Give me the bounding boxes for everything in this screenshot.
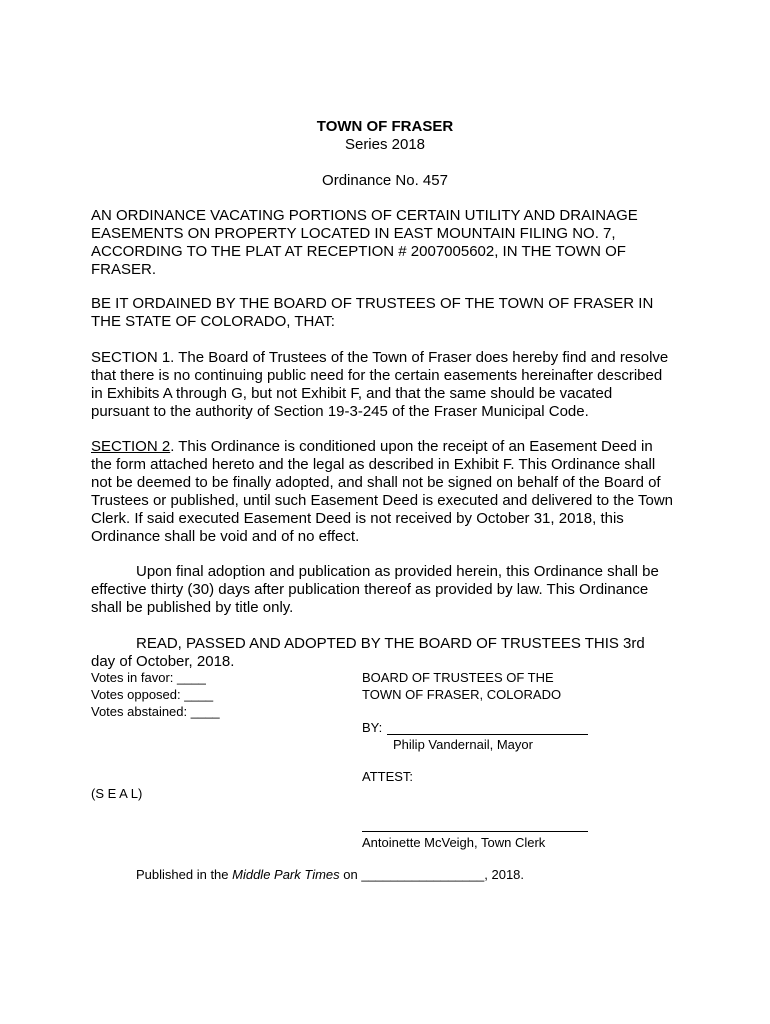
published-middle: on <box>339 867 362 882</box>
section-1-line: in Exhibits A through G, but not Exhibit F, and that the same should be vacated <box>91 385 613 402</box>
by-label: BY: <box>362 720 383 735</box>
votes-abstained: Votes abstained: ____ <box>91 704 220 719</box>
section-2-line: not be deemed to be finally adopted, and shall not be signed on behalf of the Board of <box>91 474 661 491</box>
adopted-paragraph <box>91 635 691 671</box>
published-suffix: , 2018. <box>484 867 525 882</box>
effective-paragraph <box>91 563 691 617</box>
published-prefix: Published in the <box>136 867 233 882</box>
votes-in-favor: Votes in favor: ____ <box>91 670 206 685</box>
section-2 <box>91 438 691 546</box>
section-1-line: SECTION 1. The Board of Trustees of the Town of Fraser does hereby find and resolve <box>91 349 669 366</box>
title-line: AN ORDINANCE VACATING PORTIONS OF CERTAIN UTILITY AND DRAINAGE <box>91 207 638 224</box>
title-line: ACCORDING TO THE PLAT AT RECEPTION # 2007005602, IN THE TOWN OF <box>91 243 626 260</box>
effective-line: shall be published by title only. <box>91 599 294 616</box>
votes-opposed: Votes opposed: ____ <box>91 687 214 702</box>
section-2-line: Clerk. If said executed Easement Deed is not received by October 31, 2018, this <box>91 510 624 527</box>
clerk-signature-line <box>362 831 588 832</box>
adopted-line: day of October, 2018. <box>91 653 235 670</box>
ordained-line: THE STATE OF COLORADO, THAT: <box>91 313 335 330</box>
published-line <box>136 866 524 883</box>
section-2-first-line <box>91 438 691 456</box>
mayor-name: Philip Vandernail, Mayor <box>393 737 533 752</box>
section-1-line: pursuant to the authority of Section 19-3-245 of the Fraser Municipal Code. <box>91 403 589 420</box>
ordained-clause <box>91 295 691 331</box>
section-2-line: Trustees or published, until such Easement Deed is executed and delivered to the Town <box>91 492 674 509</box>
seal: (S E A L) <box>91 786 143 801</box>
series-line: Series 2018 <box>344 136 426 153</box>
published-date-blank: _________________ <box>361 867 485 882</box>
section-1-line: that there is no continuing public need for the certain easements hereinafter described <box>91 367 663 384</box>
section-1 <box>91 349 691 421</box>
section-2-line-rest: . This Ordinance is conditioned upon the receipt of an Easement Deed in <box>170 438 653 455</box>
title-line: FRASER. <box>91 261 157 278</box>
effective-line: effective thirty (30) days after publication thereof as provided by law. This Ordinance <box>91 581 649 598</box>
section-2-line: Ordinance shall be void and of no effect. <box>91 528 360 545</box>
effective-line: Upon final adoption and publication as provided herein, this Ordinance shall be <box>136 563 659 580</box>
ordinance-number: Ordinance No. 457 <box>322 172 448 189</box>
clerk-name: Antoinette McVeigh, Town Clerk <box>362 835 546 850</box>
board-line-1: BOARD OF TRUSTEES OF THE <box>362 670 554 685</box>
ordained-line: BE IT ORDAINED BY THE BOARD OF TRUSTEES OF THE TOWN OF FRASER IN <box>91 295 654 312</box>
section-2-heading: SECTION 2 <box>91 438 171 455</box>
board-line-2: TOWN OF FRASER, COLORADO <box>362 687 562 702</box>
ordinance-title <box>91 207 691 279</box>
newspaper-name: Middle Park Times <box>232 867 340 882</box>
adopted-line: READ, PASSED AND ADOPTED BY THE BOARD OF TRUSTEES THIS 3rd <box>136 635 645 652</box>
attest-label: ATTEST: <box>362 769 414 784</box>
title-line: EASEMENTS ON PROPERTY LOCATED IN EAST MOUNTAIN FILING NO. 7, <box>91 225 616 242</box>
town-heading: TOWN OF FRASER <box>316 118 454 135</box>
mayor-signature-line <box>387 734 588 735</box>
section-2-line: the form attached hereto and the legal as described in Exhibit F. This Ordinance shall <box>91 456 656 473</box>
